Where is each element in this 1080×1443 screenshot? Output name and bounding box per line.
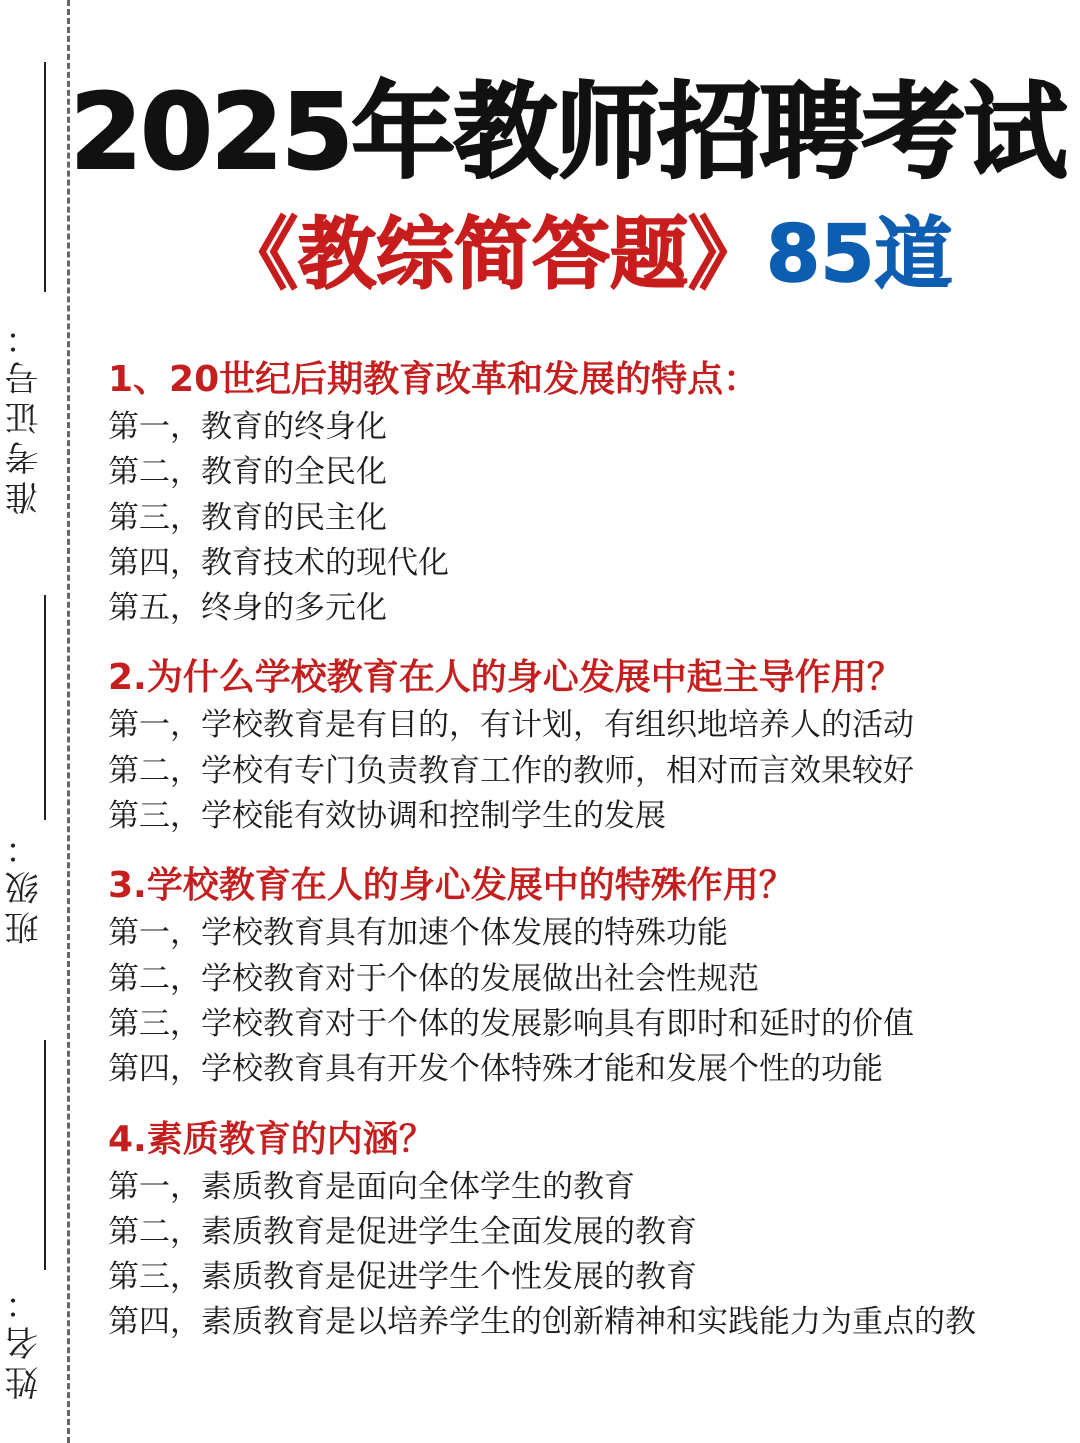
answer-line: 第一，学校教育是有目的，有计划，有组织地培养人的活动 (108, 707, 914, 744)
page-subtitle (220, 210, 1020, 300)
question-section-1 (108, 355, 1058, 631)
answer-line: 第一，素质教育是面向全体学生的教育 (108, 1168, 635, 1205)
question-section-4 (108, 1115, 1058, 1346)
answer-line: 第一，教育的终身化 (108, 409, 387, 445)
question-section-3 (108, 861, 1058, 1092)
answer-line: 第二，学校有专门负责教育工作的教师，相对而言效果较好 (108, 752, 914, 789)
class-label: 班级： (5, 825, 45, 945)
binding-dashed-line (67, 0, 70, 1443)
question-title: 2.为什么学校教育在人的身心发展中起主导作用？ (108, 657, 903, 699)
question-title: 4.素质教育的内涵？ (108, 1118, 435, 1160)
answer-line: 第二，素质教育是促进学生全面发展的教育 (108, 1213, 697, 1250)
exam-id-label: 准考证号： (5, 315, 45, 515)
page-title: 2025年教师招聘考试 (70, 71, 1066, 193)
answer-line: 第四，素质教育是以培养学生的创新精神和实践能力为重点的教 (108, 1304, 976, 1341)
question-list (108, 355, 1058, 1368)
question-title: 1、20世纪后期教育改革和发展的特点： (108, 359, 760, 400)
answer-line: 第五，终身的多元化 (108, 590, 387, 627)
question-title: 3.学校教育在人的身心发展中的特殊作用？ (108, 865, 795, 907)
question-section-2 (108, 653, 1058, 839)
subtitle-count: 85道 (766, 210, 953, 300)
exam-id-underline (44, 62, 46, 292)
answer-line: 第四，学校教育具有开发个体特殊才能和发展个性的功能 (108, 1051, 883, 1088)
name-label: 姓名： (5, 1280, 45, 1400)
answer-line: 第四，教育技术的现代化 (108, 544, 449, 581)
answer-line: 第三，学校教育对于个体的发展影响具有即时和延时的价值 (108, 1005, 914, 1042)
name-underline (44, 1040, 46, 1270)
answer-line: 第二，教育的全民化 (108, 454, 387, 491)
answer-line: 第二，学校教育对于个体的发展做出社会性规范 (108, 960, 759, 997)
answer-line: 第三，学校能有效协调和控制学生的发展 (108, 798, 666, 835)
class-underline (44, 595, 46, 820)
answer-line: 第三，素质教育是促进学生个性发展的教育 (108, 1259, 697, 1296)
answer-line: 第三，教育的民主化 (108, 499, 387, 536)
subtitle-main: 《教综简答题》 (220, 210, 767, 300)
answer-line: 第一，学校教育具有加速个体发展的特殊功能 (108, 915, 728, 952)
